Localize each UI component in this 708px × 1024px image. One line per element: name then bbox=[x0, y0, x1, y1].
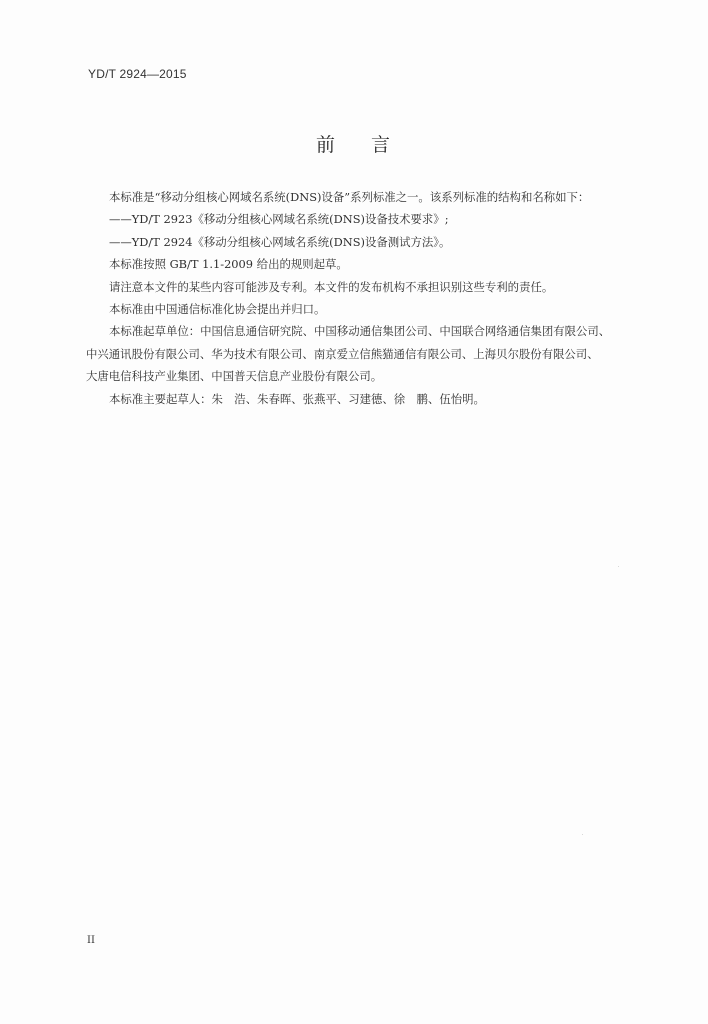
scan-speck bbox=[618, 566, 619, 567]
page-title bbox=[0, 130, 708, 157]
scan-speck bbox=[582, 834, 583, 835]
paragraph-main-drafters: 本标准主要起草人：朱 浩、朱春晖、张燕平、习建德、徐 鹏、伍怡明。 bbox=[109, 391, 485, 406]
foreword-body bbox=[86, 186, 662, 410]
title-part-2: 言 bbox=[371, 134, 393, 156]
paragraph-standard-2923: ——YD/T 2923《移动分组核心网域名系统(DNS)设备技术要求》; bbox=[109, 212, 449, 227]
paragraph-drafting-rules: 本标准按照 GB/T 1.1-2009 给出的规则起草。 bbox=[109, 257, 348, 272]
paragraph-series-intro: 本标准是“移动分组核心网域名系统(DNS)设备”系列标准之一。该系列标准的结构和名称如下： bbox=[109, 190, 590, 204]
document-code-header: YD/T 2924—2015 bbox=[88, 67, 187, 81]
page-number: II bbox=[87, 935, 95, 946]
drafting-units-line-3: 大唐电信科技产业集团、中国普天信息产业股份有限公司。 bbox=[86, 369, 383, 384]
paragraph-proposer: 本标准由中国通信标准化协会提出并归口。 bbox=[109, 302, 326, 317]
paragraph-drafting-units bbox=[86, 320, 662, 387]
paragraph-patent-notice: 请注意本文件的某些内容可能涉及专利。本文件的发布机构不承担识别这些专利的责任。 bbox=[109, 279, 554, 294]
drafting-units-line-2: 中兴通讯股份有限公司、华为技术有限公司、南京爱立信熊猫通信有限公司、上海贝尔股份有限公司、 bbox=[86, 346, 599, 361]
drafting-units-line-1: 本标准起草单位：中国信息通信研究院、中国移动通信集团公司、中国联合网络通信集团有限公司、 bbox=[109, 324, 611, 339]
title-part-1: 前 bbox=[315, 134, 337, 156]
paragraph-standard-2924: ——YD/T 2924《移动分组核心网域名系统(DNS)设备测试方法》。 bbox=[109, 234, 451, 249]
